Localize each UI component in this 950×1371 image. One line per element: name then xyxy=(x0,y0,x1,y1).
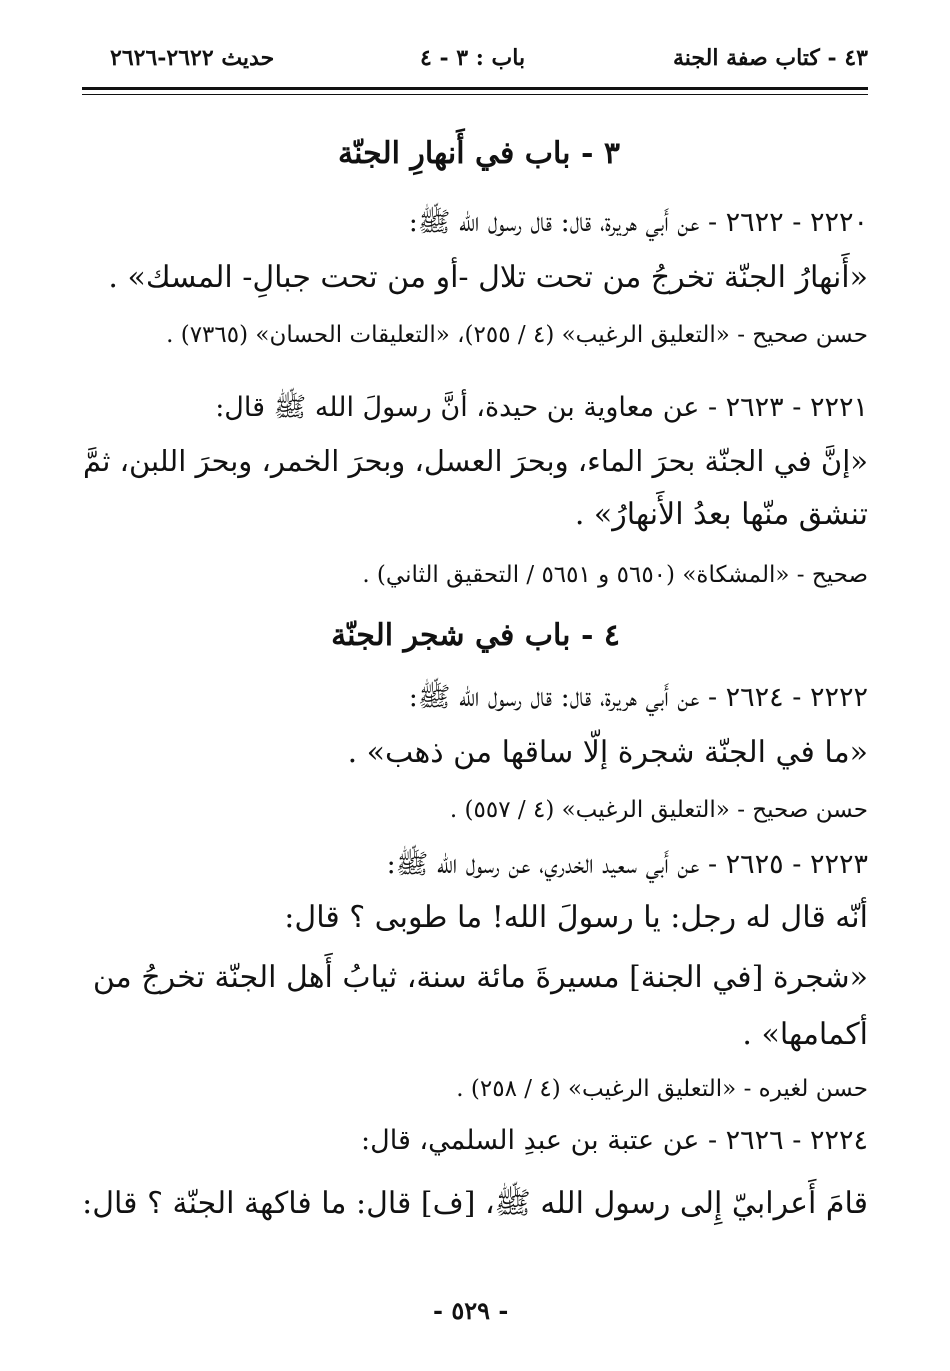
header-rule-thick xyxy=(82,87,868,90)
hadith-matn: أكمامها» . xyxy=(742,1017,868,1052)
header-chapter: ٤٣ - كتاب صفة الجنة xyxy=(673,45,868,71)
hadith-matn: تنشق منّها بعدُ الأَنهارُ» . xyxy=(574,497,868,532)
hadith-intro: ٢٢٢٢ - ٢٦٢٤ - عن أَبي هريرة، قال: قال رسول الله ﷺ: xyxy=(408,682,868,713)
hadith-matn: «ما في الجنّة شجرة إلّا ساقها من ذهب» . xyxy=(347,735,868,770)
hadith-matn: قامَ أَعرابيّ إِلى رسول الله ﷺ، [ف] قال: ما فاكهة الجنّة ؟ قال: xyxy=(82,1186,868,1221)
hadith-intro: ٢٢٢١ - ٢٦٢٣ - عن معاوية بن حيدة، أنَّ رسولَ الله ﷺ قال: xyxy=(215,392,868,423)
header-rule-thin xyxy=(82,94,868,95)
header-hadith-range: حديث ٢٦٢٢-٢٦٢٦ xyxy=(110,45,275,71)
hadith-matn: «إنَّ في الجنّة بحرَ الماء، وبحرَ العسل، وبحرَ الخمر، وبحرَ اللبن، ثمَّ xyxy=(83,444,868,478)
hadith-grade: حسن صحيح - «التعليق الرغيب» (٤ / ٥٥٧) . xyxy=(449,797,868,823)
hadith-intro: ٢٢٢٣ - ٢٦٢٥ - عن أَبي سعيد الخدري، عن رسول الله ﷺ: xyxy=(386,849,868,880)
hadith-grade: صحيح - «المشكاة» (٥٦٥٠ و ٥٦٥١ / التحقيق الثاني) . xyxy=(362,562,868,588)
hadith-matn: «أَنهارُ الجنّة تخرجُ من تحت تلال -أو من تحت جبالِ- المسك» . xyxy=(108,260,868,295)
hadith-intro: ٢٢٢٠ - ٢٦٢٢ - عن أَبي هريرة، قال: قال رسول الله ﷺ: xyxy=(408,207,868,238)
hadith-intro: ٢٢٢٤ - ٢٦٢٦ - عن عتبة بن عبدِ السلمي، قال: xyxy=(361,1125,868,1156)
section-heading: ٤ - باب في شجر الجنّة xyxy=(331,618,620,653)
hadith-grade: حسن لغيره - «التعليق الرغيب» (٤ / ٢٥٨) . xyxy=(456,1076,868,1102)
hadith-matn: «شجرة [في الجنة] مسيرةَ مائة سنة، ثيابُ أَهل الجنّة تخرجُ من xyxy=(92,960,868,995)
hadith-grade: حسن صحيح - «التعليق الرغيب» (٤ / ٢٥٥)، «التعليقات الحسان» (٧٣٦٥) . xyxy=(166,322,868,348)
section-heading: ٣ - باب في أَنهارِ الجنّة xyxy=(338,136,620,171)
hadith-matn: أنّه قال له رجل: يا رسولَ الله! ما طوبى ؟ قال: xyxy=(284,900,868,935)
header-bab: باب : ٣ - ٤ xyxy=(420,45,526,71)
page-number: - ٥٢٩ - xyxy=(433,1296,509,1325)
